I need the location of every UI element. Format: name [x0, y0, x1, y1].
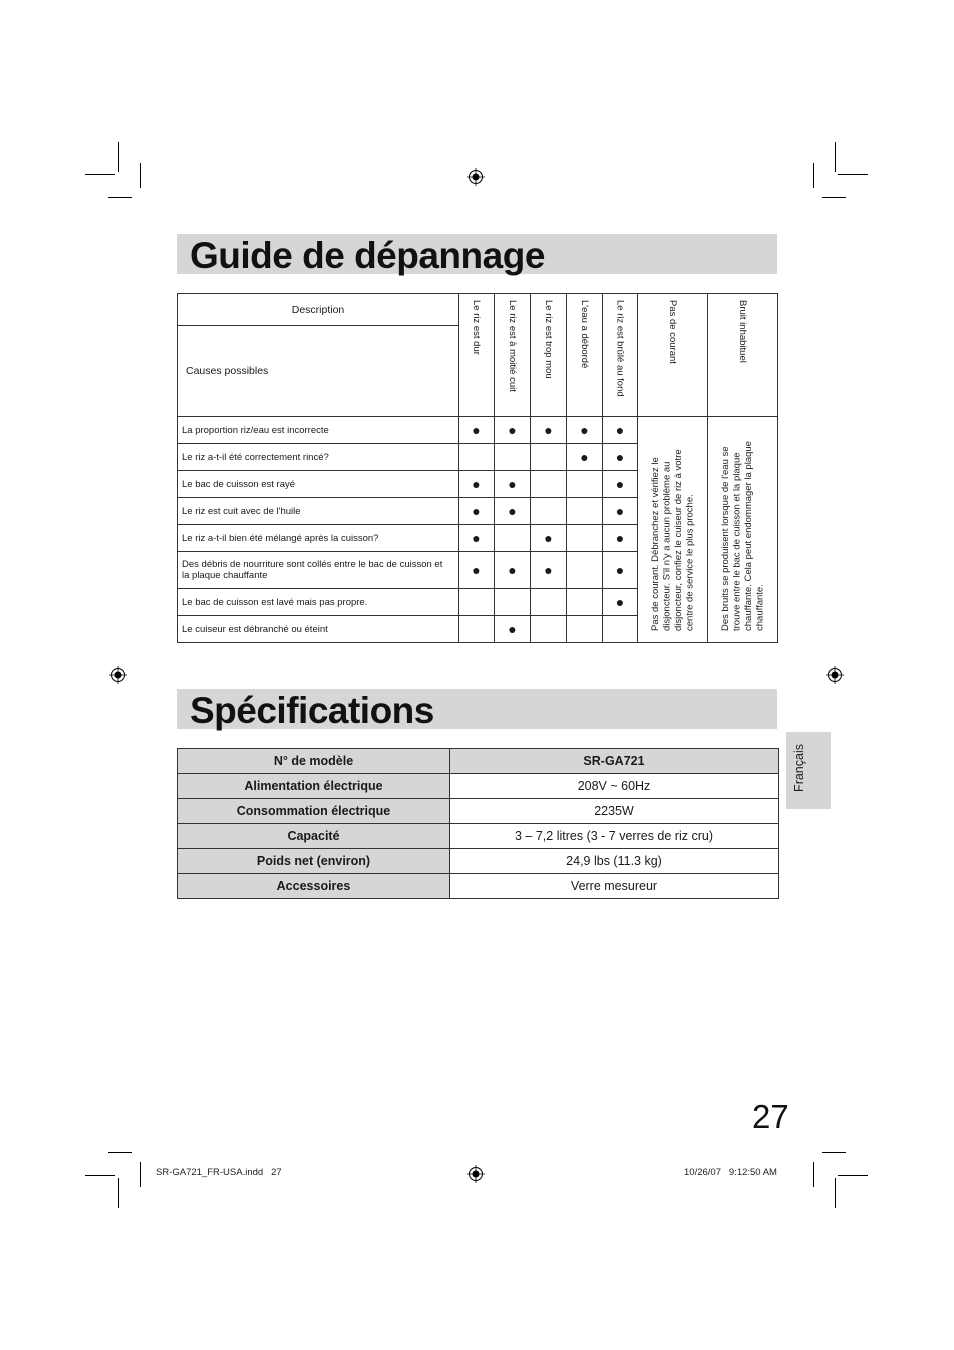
remedy-noise: Des bruits se produisent lorsque de l'eau se trouve entre le bac de cuisson et la plaque chauffante. Cela peut endommager la plaque chauffante. [708, 417, 778, 643]
table-row: Des débris de nourriture sont collés entre le bac de cuisson et la plaque chauffante ● ● ● ● [178, 552, 778, 589]
crop-mark [838, 1175, 868, 1176]
table-row: Le riz est cuit avec de l'huile ● ● ● [178, 498, 778, 525]
table-row: Le riz a-t-il bien été mélangé après la cuisson? ● ● ● [178, 525, 778, 552]
specifications-title: Spécifications [190, 690, 434, 731]
symptom-header: Le riz est à moitié cuit [495, 294, 531, 417]
remedy-no-power: Pas de courant. Débranchez et vérifiez le disjoncteur. S'il n'y a aucun problème au disjoncteur, confiez le cuiseur de riz à votre centre de service le plus proche. [638, 417, 708, 643]
symptom-header: Le riz est brûlé au fond [603, 294, 638, 417]
table-row: Le bac de cuisson est rayé ● ● ● [178, 471, 778, 498]
crop-mark [118, 1178, 119, 1208]
registration-mark-icon [109, 666, 127, 684]
symptom-header: Bruit inhabituel [708, 294, 778, 417]
registration-mark-icon [467, 168, 485, 186]
table-row: Poids net (environ) 24,9 lbs (11.3 kg) [178, 849, 779, 874]
crop-mark [838, 174, 868, 175]
troubleshooting-title: Guide de dépannage [190, 235, 545, 276]
symptom-header: L'eau a débordé [567, 294, 603, 417]
registration-mark-icon [826, 666, 844, 684]
crop-mark [835, 1178, 836, 1208]
table-row: Le cuiseur est débranché ou éteint ● [178, 616, 778, 643]
crop-mark [813, 163, 814, 188]
causes-header: Causes possibles [178, 326, 459, 417]
crop-mark [140, 1162, 141, 1187]
symptom-header: Pas de courant [638, 294, 708, 417]
specifications-table [177, 748, 779, 899]
language-tab-label: Français [792, 744, 806, 792]
table-row: Le bac de cuisson est lavé mais pas propre. ● [178, 589, 778, 616]
symptom-header: Le riz est trop mou [531, 294, 567, 417]
troubleshooting-title-bar [177, 234, 777, 274]
footer-file-name: SR-GA721_FR-USA.indd 27 [156, 1167, 282, 1178]
crop-mark [85, 174, 115, 175]
footer-timestamp: 10/26/07 9:12:50 AM [684, 1167, 777, 1178]
specifications-title-bar [177, 689, 777, 729]
table-row: La proportion riz/eau est incorrecte ● ● ● ● ● Pas de courant. Débranchez et vérifiez le disjoncteur. S'il n'y a aucun problème au disjoncteur, confiez le cuiseur de riz à votre centre de service le plus proche. Des bruits se produisent lorsque de l'eau se trouve entre le bac de cuisson et la plaque chauffante. Cela peut endommager la plaque chauffante. [178, 417, 778, 444]
table-row: Le riz a-t-il été correctement rincé? ● ● [178, 444, 778, 471]
crop-mark [140, 163, 141, 188]
crop-mark [108, 197, 132, 198]
table-row: N° de modèle SR-GA721 [178, 749, 779, 774]
crop-mark [85, 1175, 115, 1176]
table-row: Accessoires Verre mesureur [178, 874, 779, 899]
table-row: Capacité 3 – 7,2 litres (3 - 7 verres de riz cru) [178, 824, 779, 849]
crop-mark [822, 197, 846, 198]
crop-mark [118, 142, 119, 172]
troubleshooting-table [177, 293, 778, 643]
crop-mark [108, 1152, 132, 1153]
description-header: Description [178, 294, 459, 326]
table-row: Consommation électrique 2235W [178, 799, 779, 824]
table-row: Alimentation électrique 208V ~ 60Hz [178, 774, 779, 799]
symptom-header: Le riz est dur [459, 294, 495, 417]
crop-mark [835, 142, 836, 172]
crop-mark [822, 1152, 846, 1153]
registration-mark-icon [467, 1165, 485, 1183]
crop-mark [813, 1162, 814, 1187]
page-number: 27 [752, 1098, 789, 1135]
language-tab [786, 732, 831, 809]
